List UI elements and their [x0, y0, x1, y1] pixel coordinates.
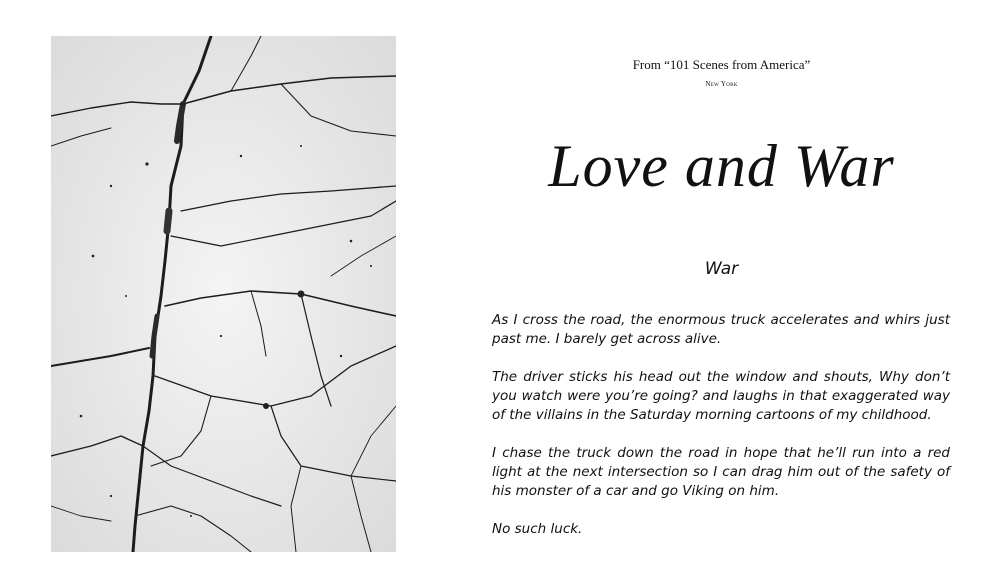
paragraph: No such luck. [492, 521, 583, 537]
paragraph: As I cross the road, the enormous truck accelerates and whirs just past me. I barely get across alive. [492, 312, 950, 347]
cracked-pavement-photo [51, 36, 396, 552]
page-title: Love and War [548, 133, 895, 199]
paragraph: I chase the truck down the road in hope that he’ll run into a red light at the next intersection so I can drag him out of the safety of his monster of a car and go Viking on him. [492, 445, 950, 499]
section-title: War [704, 259, 739, 279]
paragraph: The driver sticks his head out the window and shouts, Why don’t you watch were you’re going? and laughs in that exaggerated way of the villains in the Saturday morning cartoons of my childhood. [492, 369, 950, 423]
story-body [492, 311, 950, 558]
source-line: From “101 Scenes from America” [632, 57, 811, 72]
location-line: New York [705, 80, 738, 88]
